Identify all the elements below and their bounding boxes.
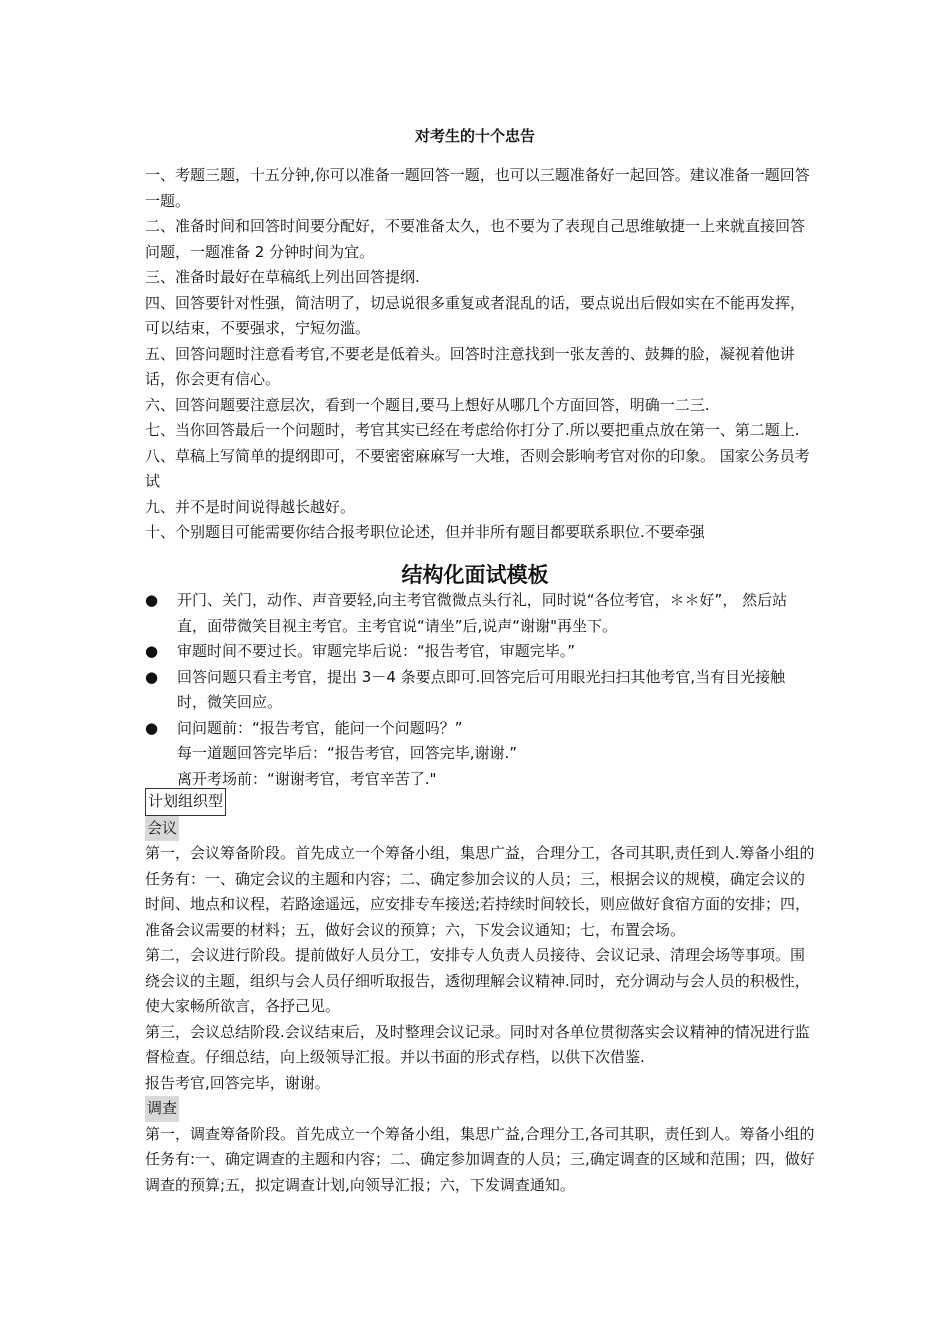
tip-paragraph: 十、个别题目可能需要你结合报考职位论述，但并非所有题目都要联系职位.不要牵强 (145, 523, 705, 541)
meeting-paragraph: 第二，会议进行阶段。提前做好人员分工，安排专人负责人员接待、会议记录、清理会场等事项。围绕会议的主题，组织与会人员仔细听取报告，透彻理解会议精神.同时，充分调动与会人员的积极性，使大家畅所欲言，各抒己见。 (145, 946, 810, 1015)
tip-paragraph: 六、回答问题要注意层次，看到一个题目,要马上想好从哪几个方面回答，明确一二三. (145, 395, 710, 414)
bullet-icon: ● (145, 667, 159, 686)
bullet-item (145, 639, 815, 665)
survey-paragraph: 第一，调查筹备阶段。首先成立一个筹备小组，集思广益,合理分工,各司其职，责任到人。筹备小组的任务有:一、确定调查的主题和内容；二、确定参加调查的人员；三,确定调查的区域和范围；四，做好调查的预算;五，拟定调查计划,向领导汇报；六，下发调查通知。 (145, 1124, 815, 1194)
tip-paragraph: 九、并不是时间说得越长越好。 (145, 497, 356, 516)
bullet-text: 审题时间不要过长。审题完毕后说：“报告考官，审题完毕。” (177, 642, 576, 660)
bullet-text: 开门、关门，动作、声音要轻,向主考官微微点头行礼，同时说“各位考官，＊＊好”， 然后站直，面带微笑目视主考官。主考官说“请坐”后,说声“谢谢"再坐下。 (177, 591, 788, 635)
bullet-followup: 离开考场前：“谢谢考官，考官辛苦了." (177, 769, 437, 788)
bullet-item (145, 665, 815, 716)
tip-paragraph: 五、回答问题时注意看考官,不要老是低着头。回答时注意找到一张友善的、鼓舞的脸，凝视着他讲话，你会更有信心。 (145, 344, 795, 388)
tip-paragraph: 三、准备时最好在草稿纸上列出回答提纲. (145, 268, 420, 286)
bullet-text: 问问题前：“报告考官，能问一个问题吗？” (177, 718, 463, 737)
tip-paragraph: 二、准备时间和回答时间要分配好，不要准备太久，也不要为了表现自己思维敏捷一上来就直接回答问题，一题准备 2 分钟时间为宜。 (145, 217, 806, 261)
section-label-survey: 调查 (145, 1096, 179, 1122)
bullet-icon: ● (145, 718, 159, 737)
tips-list (145, 163, 815, 546)
plan-organization-section (145, 788, 815, 1198)
meeting-paragraph: 第三，会议总结阶段.会议结束后，及时整理会议记录。同时对各单位贯彻落实会议精神的情况进行监督检查。仔细总结，向上级领导汇报。并以书面的形式存档，以供下次借鉴. (145, 1022, 810, 1066)
bullet-list (145, 588, 815, 792)
bullet-icon: ● (145, 642, 159, 660)
bullet-item (145, 588, 815, 639)
meeting-paragraph: 第一，会议筹备阶段。首先成立一个筹备小组，集思广益，合理分工，各司其职,责任到人.筹备小组的任务有：一、确定会议的主题和内容；二、确定参加会议的人员；三，根据会议的规模，确定会议的时间、地点和议程，若路途遥远，应安排专车接送;若持续时间较长，则应做好食宿方面的安排；四，准备会议需要的材料；五，做好会议的预算；六，下发会议通知；七，布置会场。 (145, 844, 815, 939)
tip-paragraph: 四、回答要针对性强，简洁明了，切忌说很多重复或者混乱的话，要点说出后假如实在不能再发挥，可以结束，不要强求，宁短勿滥。 (145, 293, 806, 337)
bullet-icon: ● (145, 591, 159, 609)
tip-paragraph: 七、当你回答最后一个问题时，考官其实已经在考虑给你打分了.所以要把重点放在第一、第二题上. (145, 421, 800, 439)
section-label-plan: 计划组织型 (145, 788, 226, 816)
document-title: 对考生的十个忠告 (414, 127, 535, 145)
meeting-paragraph: 报告考官,回答完毕，谢谢。 (145, 1073, 330, 1092)
bullet-item (145, 716, 815, 742)
bullet-followup: 每一道题回答完毕后：“报告考官，回答完毕,谢谢.” (177, 744, 518, 762)
section-heading: 结构化面试模板 (401, 563, 549, 587)
tip-paragraph: 八、草稿上写简单的提纲即可，不要密密麻麻写一大堆，否则会影响考官对你的印象。 国家公务员考试 (145, 446, 810, 490)
bullet-text: 回答问题只看主考官，提出 3－4 条要点即可.回答完后可用眼光扫扫其他考官,当有目光接触时，微笑回应。 (177, 667, 786, 711)
section-label-meeting: 会议 (145, 816, 179, 842)
tip-paragraph: 一、考题三题，十五分钟,你可以准备一题回答一题，也可以三题准备好一起回答。建议准备一题回答一题。 (145, 166, 810, 210)
